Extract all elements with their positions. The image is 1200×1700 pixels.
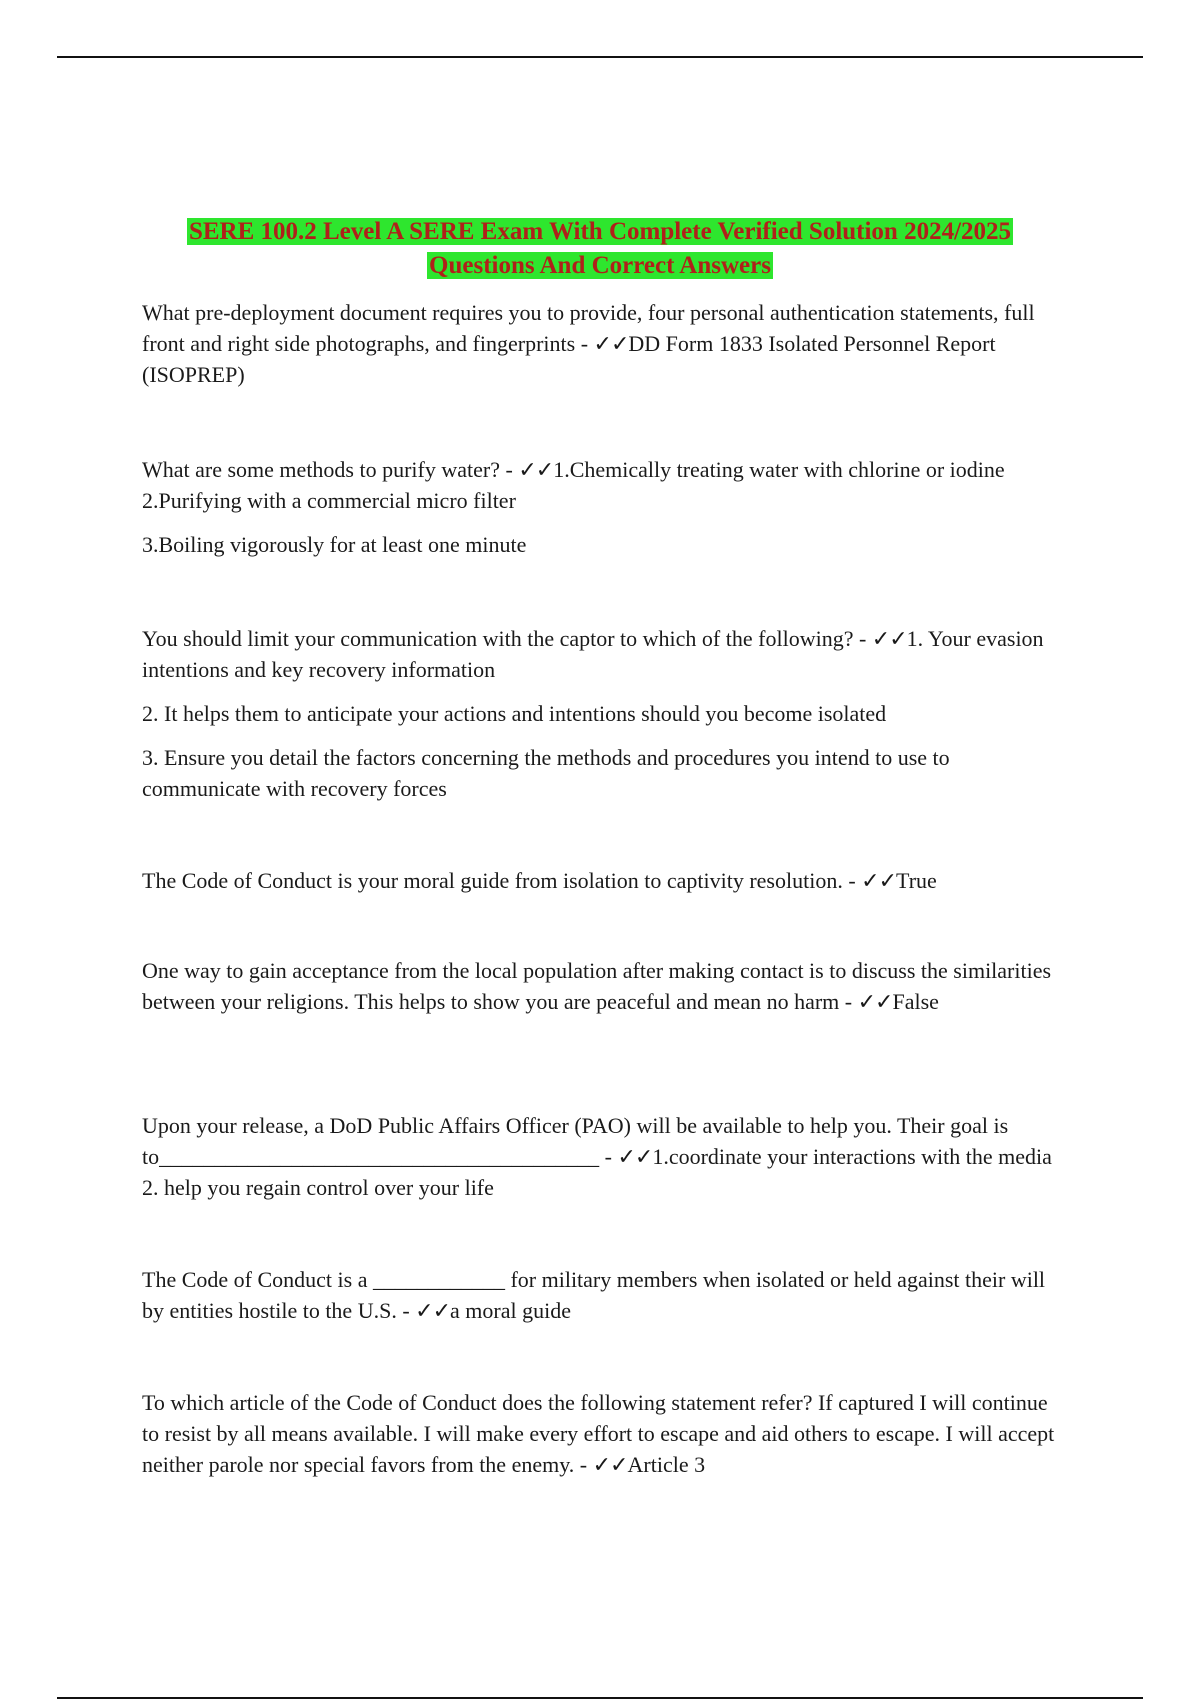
qa-item-7 [142, 1264, 1067, 1326]
answer-continuation: 3.Boiling vigorously for at least one minute [142, 532, 527, 557]
qa-paragraph [142, 1387, 1067, 1480]
answer-text: Article 3 [627, 1452, 706, 1477]
answer-continuation: 2. It helps them to anticipate your actions and intentions should you become isolated [142, 701, 887, 726]
qa-item-3 [142, 623, 1067, 804]
double-check-icon: ✓✓ [518, 457, 554, 482]
answer-text: a moral guide [450, 1298, 571, 1323]
question-text: What are some methods to purify water? - [142, 457, 519, 482]
double-check-icon: ✓✓ [857, 989, 893, 1014]
qa-paragraph [142, 623, 1067, 685]
qa-paragraph [142, 454, 1067, 516]
qa-paragraph [142, 865, 1067, 896]
answer-text: 1.Chemically treating water with chlorine or iodine 2.Purifying with a commercial micro filter [142, 457, 1005, 513]
bottom-rule [57, 1697, 1143, 1699]
double-check-icon: ✓✓ [617, 1144, 653, 1169]
title-line-2: Questions And Correct Answers [429, 252, 771, 279]
title-line-1: SERE 100.2 Level A SERE Exam With Complete Verified Solution 2024/2025 [188, 218, 1012, 245]
answer-text: False [892, 989, 939, 1014]
question-text: Upon your release, a DoD Public Affairs Officer (PAO) will be available to help you. Their goal is to________________________________________ - [142, 1113, 1009, 1169]
top-rule [57, 56, 1143, 58]
qa-paragraph [142, 1264, 1067, 1326]
qa-item-4 [142, 865, 1067, 896]
question-text: What pre-deployment document requires you to provide, four personal authentication statements, full front and right side photographs, and fingerprints - [142, 300, 1035, 356]
double-check-icon: ✓✓ [871, 626, 907, 651]
qa-item-2 [142, 454, 1067, 560]
answer-text: 1.coordinate your interactions with the media 2. help you regain control over your life [142, 1144, 1052, 1200]
double-check-icon: ✓✓ [861, 868, 897, 893]
question-text: The Code of Conduct is your moral guide from isolation to captivity resolution. - [142, 868, 862, 893]
answer-text: DD Form 1833 Isolated Personnel Report (ISOPREP) [142, 331, 996, 387]
qa-item-8 [142, 1387, 1067, 1480]
qa-paragraph [142, 297, 1067, 390]
double-check-icon: ✓✓ [415, 1298, 451, 1323]
qa-paragraph [142, 1110, 1067, 1203]
answer-text: True [896, 868, 937, 893]
double-check-icon: ✓✓ [593, 331, 629, 356]
question-text: You should limit your communication with the captor to which of the following? - [142, 626, 872, 651]
double-check-icon: ✓✓ [592, 1452, 628, 1477]
question-text: One way to gain acceptance from the local population after making contact is to discuss the similarities between your religions. This helps to show you are peaceful and mean no harm - [142, 958, 1052, 1014]
answer-text: 1. Your evasion intentions and key recovery information [142, 626, 1044, 682]
document-title [140, 215, 1060, 283]
qa-item-1 [142, 297, 1067, 390]
qa-paragraph [142, 955, 1067, 1017]
answer-continuation: 3. Ensure you detail the factors concerning the methods and procedures you intend to use to communicate with recovery forces [142, 745, 950, 801]
qa-item-5 [142, 955, 1067, 1017]
question-text: To which article of the Code of Conduct does the following statement refer? If captured I will continue to resist by all means available. I will make every effort to escape and aid others to escape. I will accept neither parole nor special favors from the enemy. - [142, 1390, 1055, 1477]
qa-item-6 [142, 1110, 1067, 1203]
question-text: The Code of Conduct is a ____________ for military members when isolated or held against their will by entities hostile to the U.S. - [142, 1267, 1046, 1323]
